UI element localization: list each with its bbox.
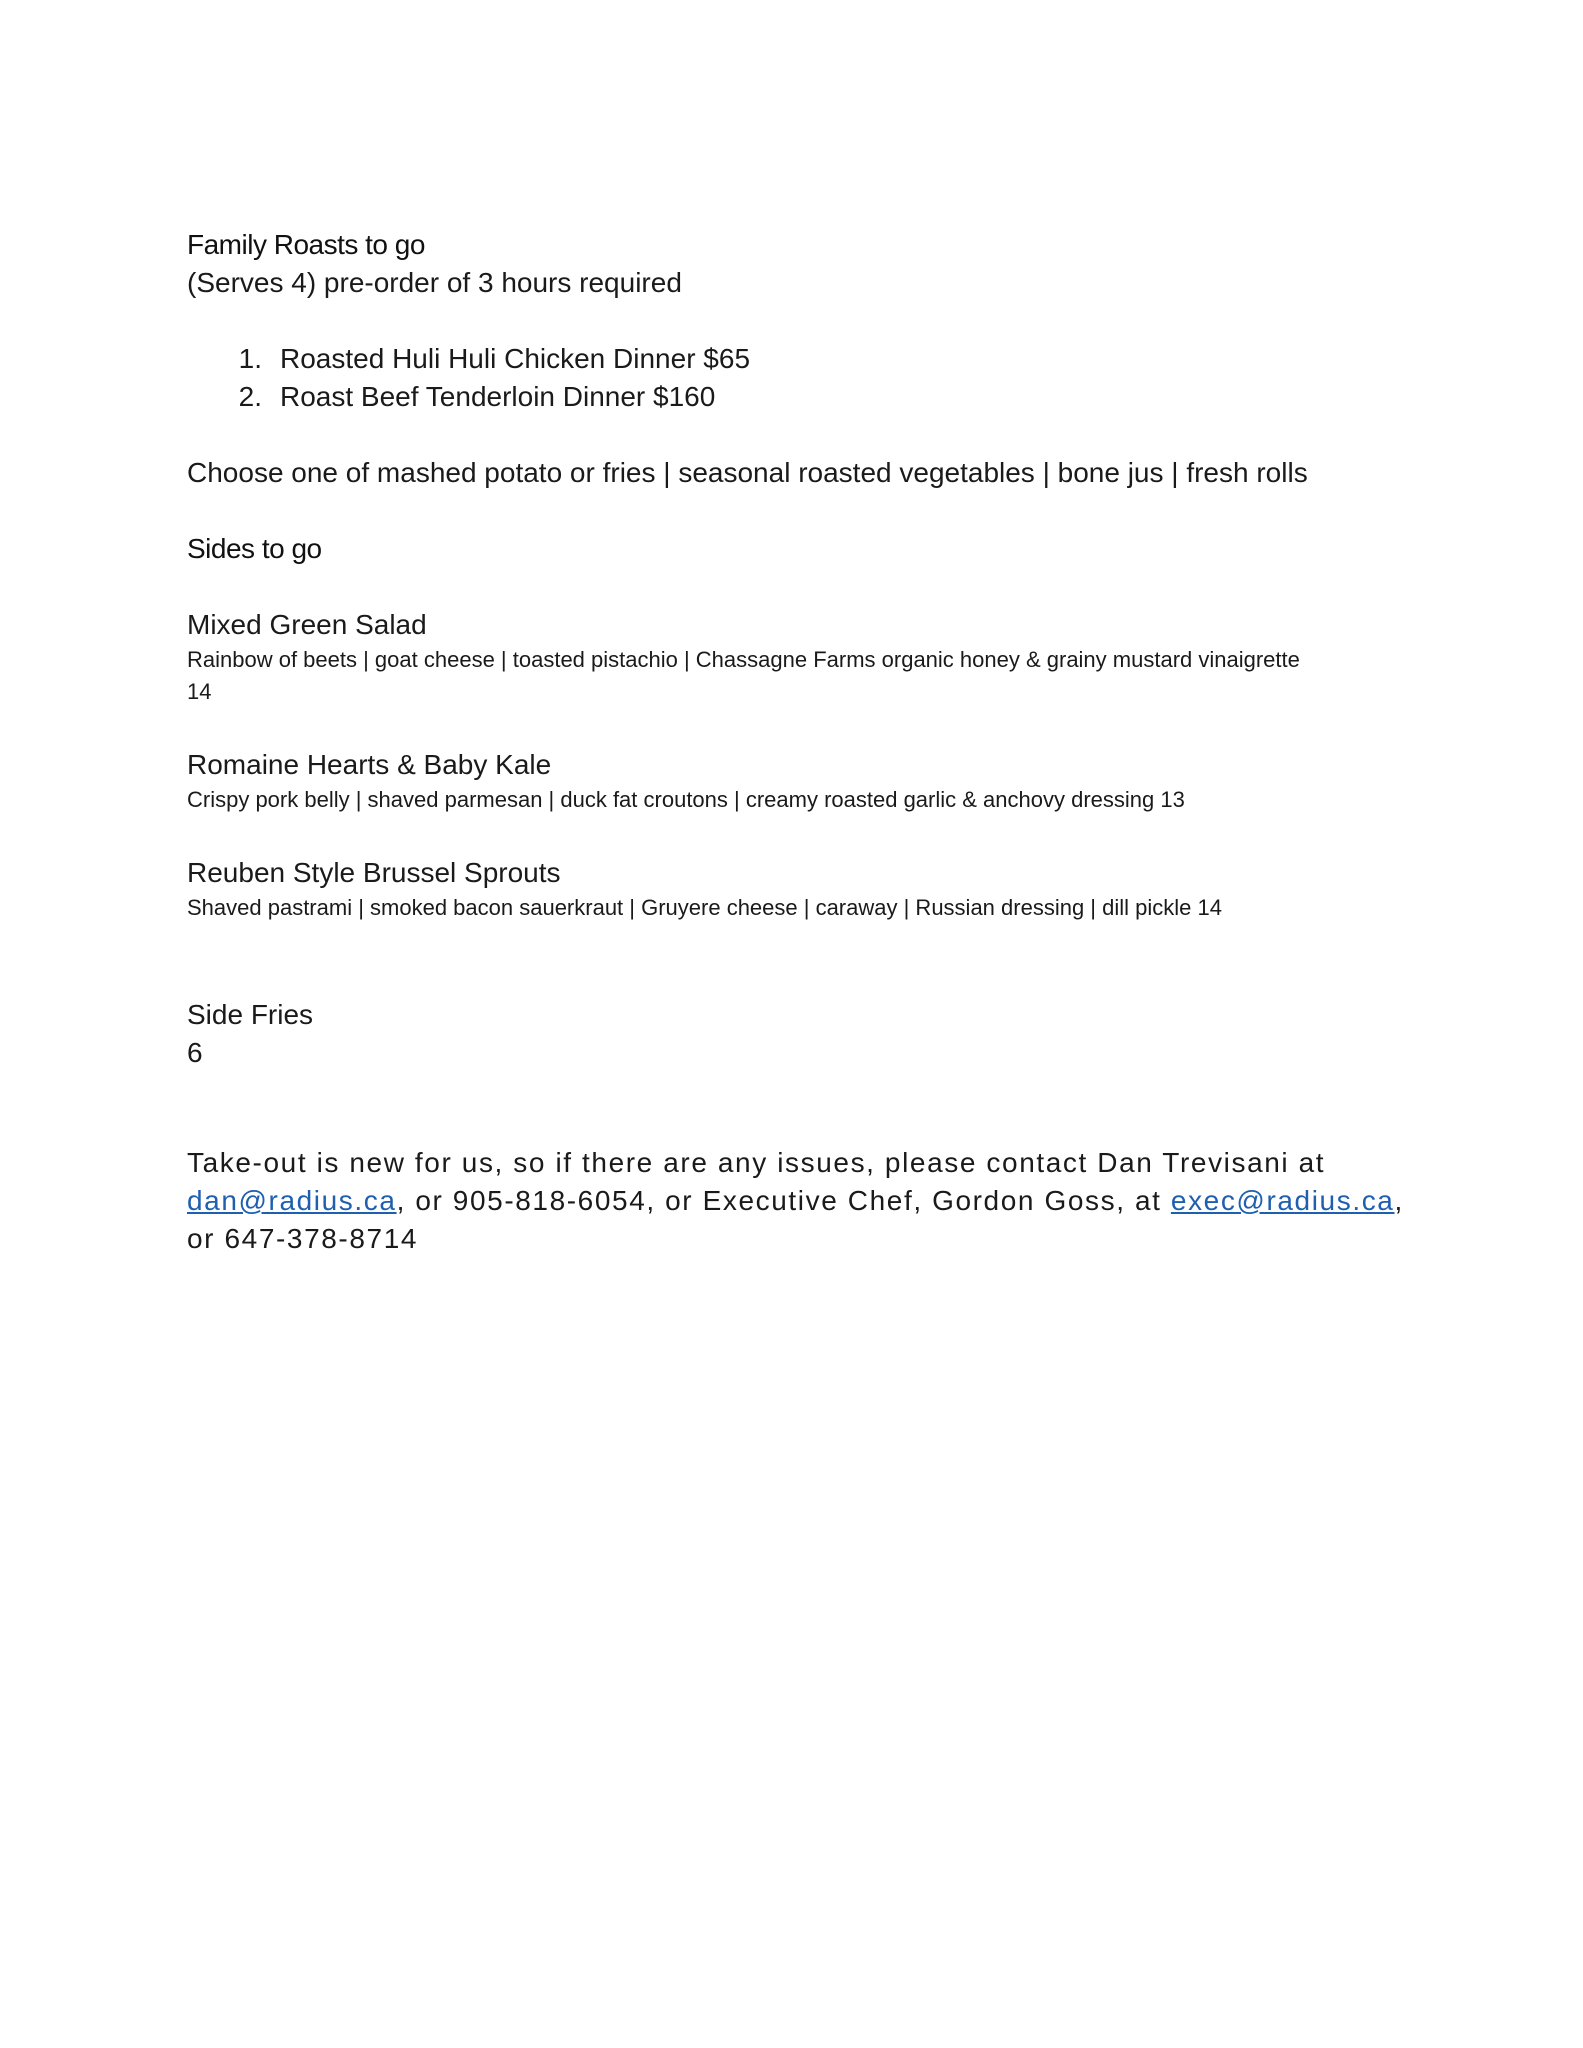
contact-text: , bbox=[1394, 1185, 1404, 1216]
contact-paragraph bbox=[187, 1144, 1407, 1258]
side-item-price: 14 bbox=[187, 679, 212, 704]
roasts-subheading: (Serves 4) pre-order of 3 hours required bbox=[187, 267, 682, 298]
list-item-text: Roasted Huli Huli Chicken Dinner $65 bbox=[280, 343, 751, 374]
contact-text: , or 905-818-6054, or Executive Chef, Gordon Goss, at bbox=[396, 1185, 1171, 1216]
roasts-list bbox=[187, 340, 1407, 416]
email-link-dan[interactable]: dan@radius.ca bbox=[187, 1185, 397, 1216]
side-item-romaine-hearts bbox=[187, 746, 1407, 816]
list-item bbox=[187, 340, 1407, 378]
side-item-description: Crispy pork belly | shaved parmesan | duck fat croutons | creamy roasted garlic & anchovy dressing 13 bbox=[187, 787, 1185, 812]
contact-text: or 647-378-8714 bbox=[187, 1223, 419, 1254]
list-item bbox=[187, 378, 1407, 416]
side-item-name: Mixed Green Salad bbox=[187, 609, 427, 640]
list-number: 1. bbox=[238, 343, 262, 374]
side-item-mixed-green-salad bbox=[187, 606, 1407, 708]
roasts-choose-line: Choose one of mashed potato or fries | seasonal roasted vegetables | bone jus | fresh rolls bbox=[187, 457, 1308, 488]
contact-text: Take-out is new for us, so if there are any issues, please contact Dan Trevisani at bbox=[187, 1147, 1326, 1178]
list-number: 2. bbox=[238, 381, 262, 412]
side-item-name: Side Fries bbox=[187, 999, 314, 1030]
side-item-name: Reuben Style Brussel Sprouts bbox=[187, 857, 561, 888]
menu-page bbox=[187, 226, 1407, 1258]
roasts-heading: Family Roasts to go bbox=[187, 229, 425, 260]
side-item-description: Rainbow of beets | goat cheese | toasted pistachio | Chassagne Farms organic honey & grainy mustard vinaigrette bbox=[187, 647, 1300, 672]
email-link-exec[interactable]: exec@radius.ca bbox=[1170, 1185, 1395, 1216]
list-item-text: Roast Beef Tenderloin Dinner $160 bbox=[280, 381, 716, 412]
side-item-price: 6 bbox=[187, 1037, 203, 1068]
side-item-name: Romaine Hearts & Baby Kale bbox=[187, 749, 552, 780]
side-item-reuben-brussel-sprouts bbox=[187, 854, 1407, 924]
sides-heading: Sides to go bbox=[187, 533, 322, 564]
side-item-side-fries bbox=[187, 996, 1407, 1072]
side-item-description: Shaved pastrami | smoked bacon sauerkraut | Gruyere cheese | caraway | Russian dressing | dill pickle 14 bbox=[187, 895, 1222, 920]
